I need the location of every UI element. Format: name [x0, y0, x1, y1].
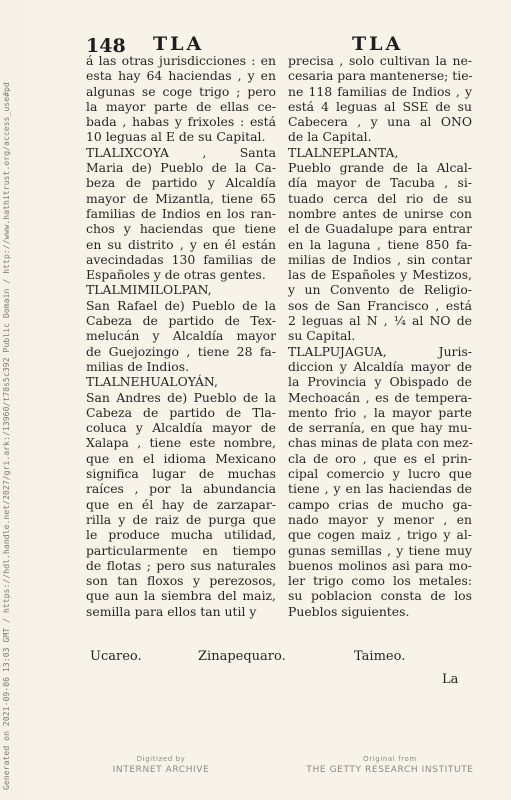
digitized-by [86, 755, 236, 775]
text-line: campo crias de mucho ga- [288, 496, 472, 512]
margin-strip [0, 0, 22, 800]
text-line: cla de oro , que es el prin- [288, 450, 472, 466]
generation-note: Generated on 2021-09-06 13:03 GMT / https://hdl.handle.net/2027/gri.ark:/13960/t78s5c392 Public Domain / http://www.hathitrust.org/access_use#pd [2, 82, 11, 790]
text-line: tuado cerca del rio de su [288, 190, 472, 206]
town-item: Taimeo. [354, 649, 406, 664]
text-line: las de Españoles y Mestizos, [288, 267, 472, 283]
text-line: San Andres de) Pueblo de la [86, 389, 276, 405]
text-line: beza de partido y Alcaldía [86, 175, 276, 191]
text-line: que en el idioma Mexicano [86, 450, 276, 466]
text-line: Cabeza de partido de Tex- [86, 313, 276, 329]
text-line: su poblacion consta de los [288, 588, 472, 604]
text-line: TLALPUJAGUA, Juris- [288, 343, 472, 359]
text-line: á las otras jurisdicciones : en [86, 53, 276, 68]
running-head-right: TLA [352, 33, 404, 55]
digitized-by-label: Digitized by [136, 755, 186, 763]
text-line: raíces , por la abundancia [86, 481, 276, 497]
text-line: TLALNEPLANTA, [288, 144, 399, 160]
text-line: de serranía, en que hay mu- [288, 420, 472, 436]
text-line: diccion y Alcaldía mayor de [288, 358, 472, 374]
internet-archive-label: INTERNET ARCHIVE [112, 765, 210, 775]
text-line: familias de Indios en los ran- [86, 205, 276, 221]
text-line: mayor de Mizantla, tiene 65 [86, 190, 276, 206]
text-line: que en él hay de zarzapar- [86, 496, 276, 512]
text-line: coluca y Alcaldía mayor de [86, 420, 276, 436]
text-line: la mayor parte de ellas ce- [86, 98, 276, 114]
text-line: chas minas de plata con mez- [288, 435, 473, 451]
text-line: algunas se coge trigo ; pero [86, 83, 276, 99]
text-line: que aun la siembra del maiz, [86, 588, 276, 604]
text-line: gunas semillas , y tiene muy [288, 542, 472, 558]
text-line: particularmente en tiempo [86, 542, 276, 558]
text-line: milias de Indios. [86, 358, 190, 374]
text-line: San Rafael de) Pueblo de la [86, 297, 276, 313]
text-line: tiene , y en las haciendas de [288, 481, 472, 497]
getty-label: THE GETTY RESEARCH INSTITUTE [306, 765, 474, 775]
text-line: TLALNEHUALOYÁN, [86, 374, 218, 390]
text-line: Cabecera , y una al ONO [288, 114, 472, 130]
text-line: buenos molinos asi para mo- [288, 557, 472, 573]
text-line: Cabeza de partido de Tla- [86, 404, 276, 420]
original-from-label: Original from [363, 755, 417, 763]
text-line: TLALMIMILOLPAN, [86, 282, 212, 298]
text-line: melucán y Alcaldía mayor [86, 328, 276, 344]
text-line: sos de San Francisco , está [288, 297, 472, 313]
text-line: de flotas ; pero sus naturales [86, 557, 276, 573]
text-line: Maria de) Pueblo de la Ca- [86, 160, 276, 176]
text-line: semilla para ellos tan util y [86, 603, 257, 619]
text-line: TLALIXCOYA , Santa [86, 144, 276, 160]
text-line: le produce mucha utilidad, [86, 527, 276, 543]
text-line: Españoles y de otras gentes. [86, 267, 266, 283]
text-line: Pueblos siguientes. [288, 603, 410, 619]
text-line: de la Capital. [288, 129, 372, 145]
text-line: cesaria para mantenerse; tie- [288, 68, 473, 84]
text-line: de Guejozingo , tiene 28 fa- [86, 343, 276, 359]
text-line: y un Convento de Religio- [288, 282, 472, 298]
text-line: 2 leguas al N , ¼ al NO de [288, 313, 472, 329]
town-item: Zinapequaro. [198, 649, 286, 664]
text-line: el de Guadalupe para entrar [288, 221, 472, 237]
text-line: avecindadas 130 familias de [86, 251, 276, 267]
text-line: Xalapa , tiene este nombre, [86, 435, 276, 451]
text-line: en la laguna , tiene 850 fa- [288, 236, 472, 252]
right-column [288, 53, 472, 619]
text-line: su Capital. [288, 328, 356, 344]
catchword: La [442, 672, 459, 687]
text-line: precisa , solo cultivan la ne- [288, 53, 472, 68]
text-line: Pueblo grande de la Alcal- [288, 160, 472, 176]
page-number: 148 [86, 35, 126, 57]
town-item: Ucareo. [90, 649, 142, 664]
text-line: está 4 leguas al SSE de su [288, 98, 472, 114]
text-line: rilla y de raiz de purga que [86, 511, 276, 527]
text-line: en su distrito , y en él están [86, 236, 276, 252]
text-line: cipal comercio y lucro que [288, 466, 472, 482]
text-line: nado mayor y menor , en [288, 511, 472, 527]
text-line: 10 leguas al E de su Capital. [86, 129, 266, 145]
text-line: chos y haciendas que tiene [86, 221, 276, 237]
text-line: ne 118 familias de Indios , y [288, 83, 472, 99]
original-from [300, 755, 480, 775]
text-line: Mechoacán , es de tempera- [288, 389, 472, 405]
text-line: nombre antes de unirse con [288, 205, 472, 221]
text-line: son tan floxos y perezosos, [86, 573, 276, 589]
text-line: milias de Indios , sin contar [288, 251, 472, 267]
text-line: mento frio , la mayor parte [288, 404, 472, 420]
text-line: esta hay 64 haciendas , y en [86, 68, 276, 84]
text-line: que cogen maiz , trigo y al- [288, 527, 472, 543]
text-line: bada , habas y frixoles : está [86, 114, 276, 130]
text-line: ler trigo como los metales: [288, 573, 472, 589]
text-line: la Provincia y Obispado de [288, 374, 472, 390]
running-head-left: TLA [153, 33, 205, 55]
text-line: día mayor de Tacuba , si- [288, 175, 472, 191]
text-line: significa lugar de muchas [86, 466, 276, 482]
left-column [86, 53, 276, 619]
